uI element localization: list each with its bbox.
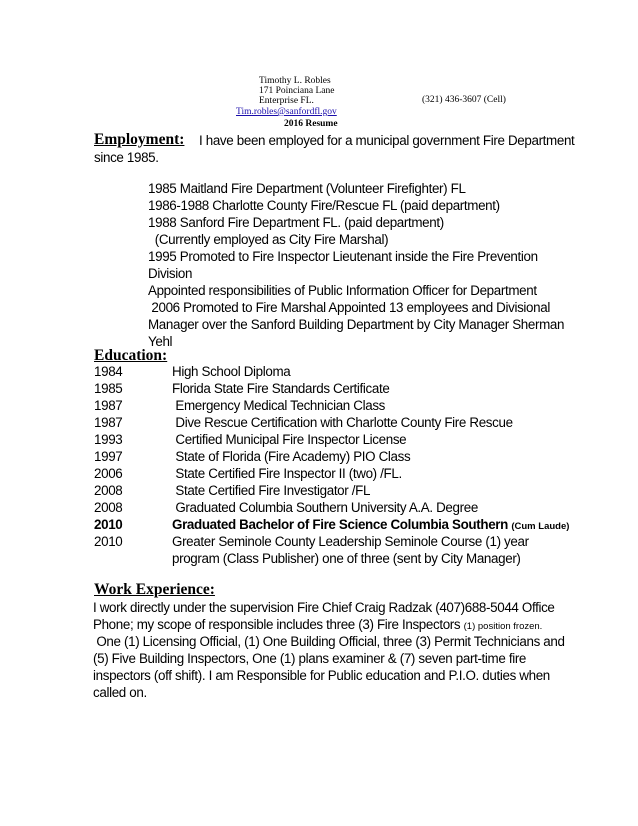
header-city: Enterprise FL. — [259, 96, 314, 106]
employment-heading: Employment: — [94, 131, 185, 148]
header-street: 171 Poinciana Lane — [259, 86, 335, 96]
header-email-link[interactable]: Tim.robles@sanfordfl.gov — [236, 107, 337, 117]
education-desc: Emergency Medical Technician Class — [172, 398, 386, 413]
education-year: 1993 — [94, 432, 123, 447]
cum-laude-note: (Cum Laude) — [511, 521, 570, 532]
work-line-text: Phone; my scope of responsible includes three (3) Fire Inspectors — [93, 617, 461, 632]
work-experience-heading: Work Experience: — [94, 581, 215, 598]
education-year: 2008 — [94, 483, 123, 498]
education-desc: program (Class Publisher) one of three (sent by City Manager) — [172, 551, 521, 566]
employment-item: Division — [148, 266, 193, 281]
employment-item: Yehl — [148, 334, 173, 349]
education-year: 1997 — [94, 449, 123, 464]
education-heading: Education: — [94, 347, 168, 364]
education-year: 2008 — [94, 500, 123, 515]
bachelor-degree-text: Graduated Bachelor of Fire Science Columbia Southern — [172, 517, 508, 532]
education-year: 1987 — [94, 398, 123, 413]
employment-item: 1986-1988 Charlotte County Fire/Rescue FL (paid department) — [148, 198, 500, 213]
education-year: 1985 — [94, 381, 123, 396]
header-phone: (321) 436-3607 (Cell) — [422, 95, 506, 105]
employment-item: Appointed responsibilities of Public Information Officer for Department — [148, 283, 537, 298]
employment-item: Manager over the Sanford Building Department by City Manager Sherman — [148, 317, 565, 332]
work-line: One (1) Licensing Official, (1) One Building Official, three (3) Permit Technicians and — [93, 634, 565, 649]
header-name: Timothy L. Robles — [259, 76, 331, 86]
education-desc: Florida State Fire Standards Certificate — [172, 381, 390, 396]
employment-intro-line2: since 1985. — [94, 150, 159, 165]
employment-item: 1988 Sanford Fire Department FL. (paid department) — [148, 215, 444, 230]
employment-item: 1995 Promoted to Fire Inspector Lieutenant inside the Fire Prevention — [148, 249, 538, 264]
work-line: called on. — [93, 685, 147, 700]
position-frozen-note: (1) position frozen. — [463, 621, 543, 632]
education-desc: Graduated Columbia Southern University A.A. Degree — [172, 500, 478, 515]
education-desc: Certified Municipal Fire Inspector License — [172, 432, 407, 447]
employment-item: (Currently employed as City Fire Marshal) — [148, 232, 389, 247]
work-line: inspectors (off shift). I am Responsible for Public education and P.I.O. duties when — [93, 668, 550, 683]
education-year: 2006 — [94, 466, 123, 481]
education-desc: State Certified Fire Investigator /FL — [172, 483, 371, 498]
work-line: I work directly under the supervision Fire Chief Craig Radzak (407)688-5044 Office — [93, 600, 555, 615]
education-desc: State Certified Fire Inspector II (two) /FL. — [172, 466, 402, 481]
education-desc: High School Diploma — [172, 364, 291, 379]
education-desc: Dive Rescue Certification with Charlotte County Fire Rescue — [172, 415, 513, 430]
education-desc: Greater Seminole County Leadership Seminole Course (1) year — [172, 534, 529, 549]
employment-item: 2006 Promoted to Fire Marshal Appointed 13 employees and Divisional — [148, 300, 550, 315]
employment-history-list — [148, 180, 564, 350]
education-year: 1987 — [94, 415, 123, 430]
employment-intro-line1: I have been employed for a municipal government Fire Department — [199, 133, 575, 148]
employment-item: 1985 Maitland Fire Department (Volunteer Firefighter) FL — [148, 181, 466, 196]
education-desc: State of Florida (Fire Academy) PIO Class — [172, 449, 411, 464]
education-year: 2010 — [94, 534, 123, 549]
education-year: 2010 — [94, 517, 123, 532]
education-year: 1984 — [94, 364, 123, 379]
resume-year-label: 2016 Resume — [284, 119, 338, 129]
work-line: (5) Five Building Inspectors, One (1) plans examiner & (7) seven part-time fire — [93, 651, 527, 666]
